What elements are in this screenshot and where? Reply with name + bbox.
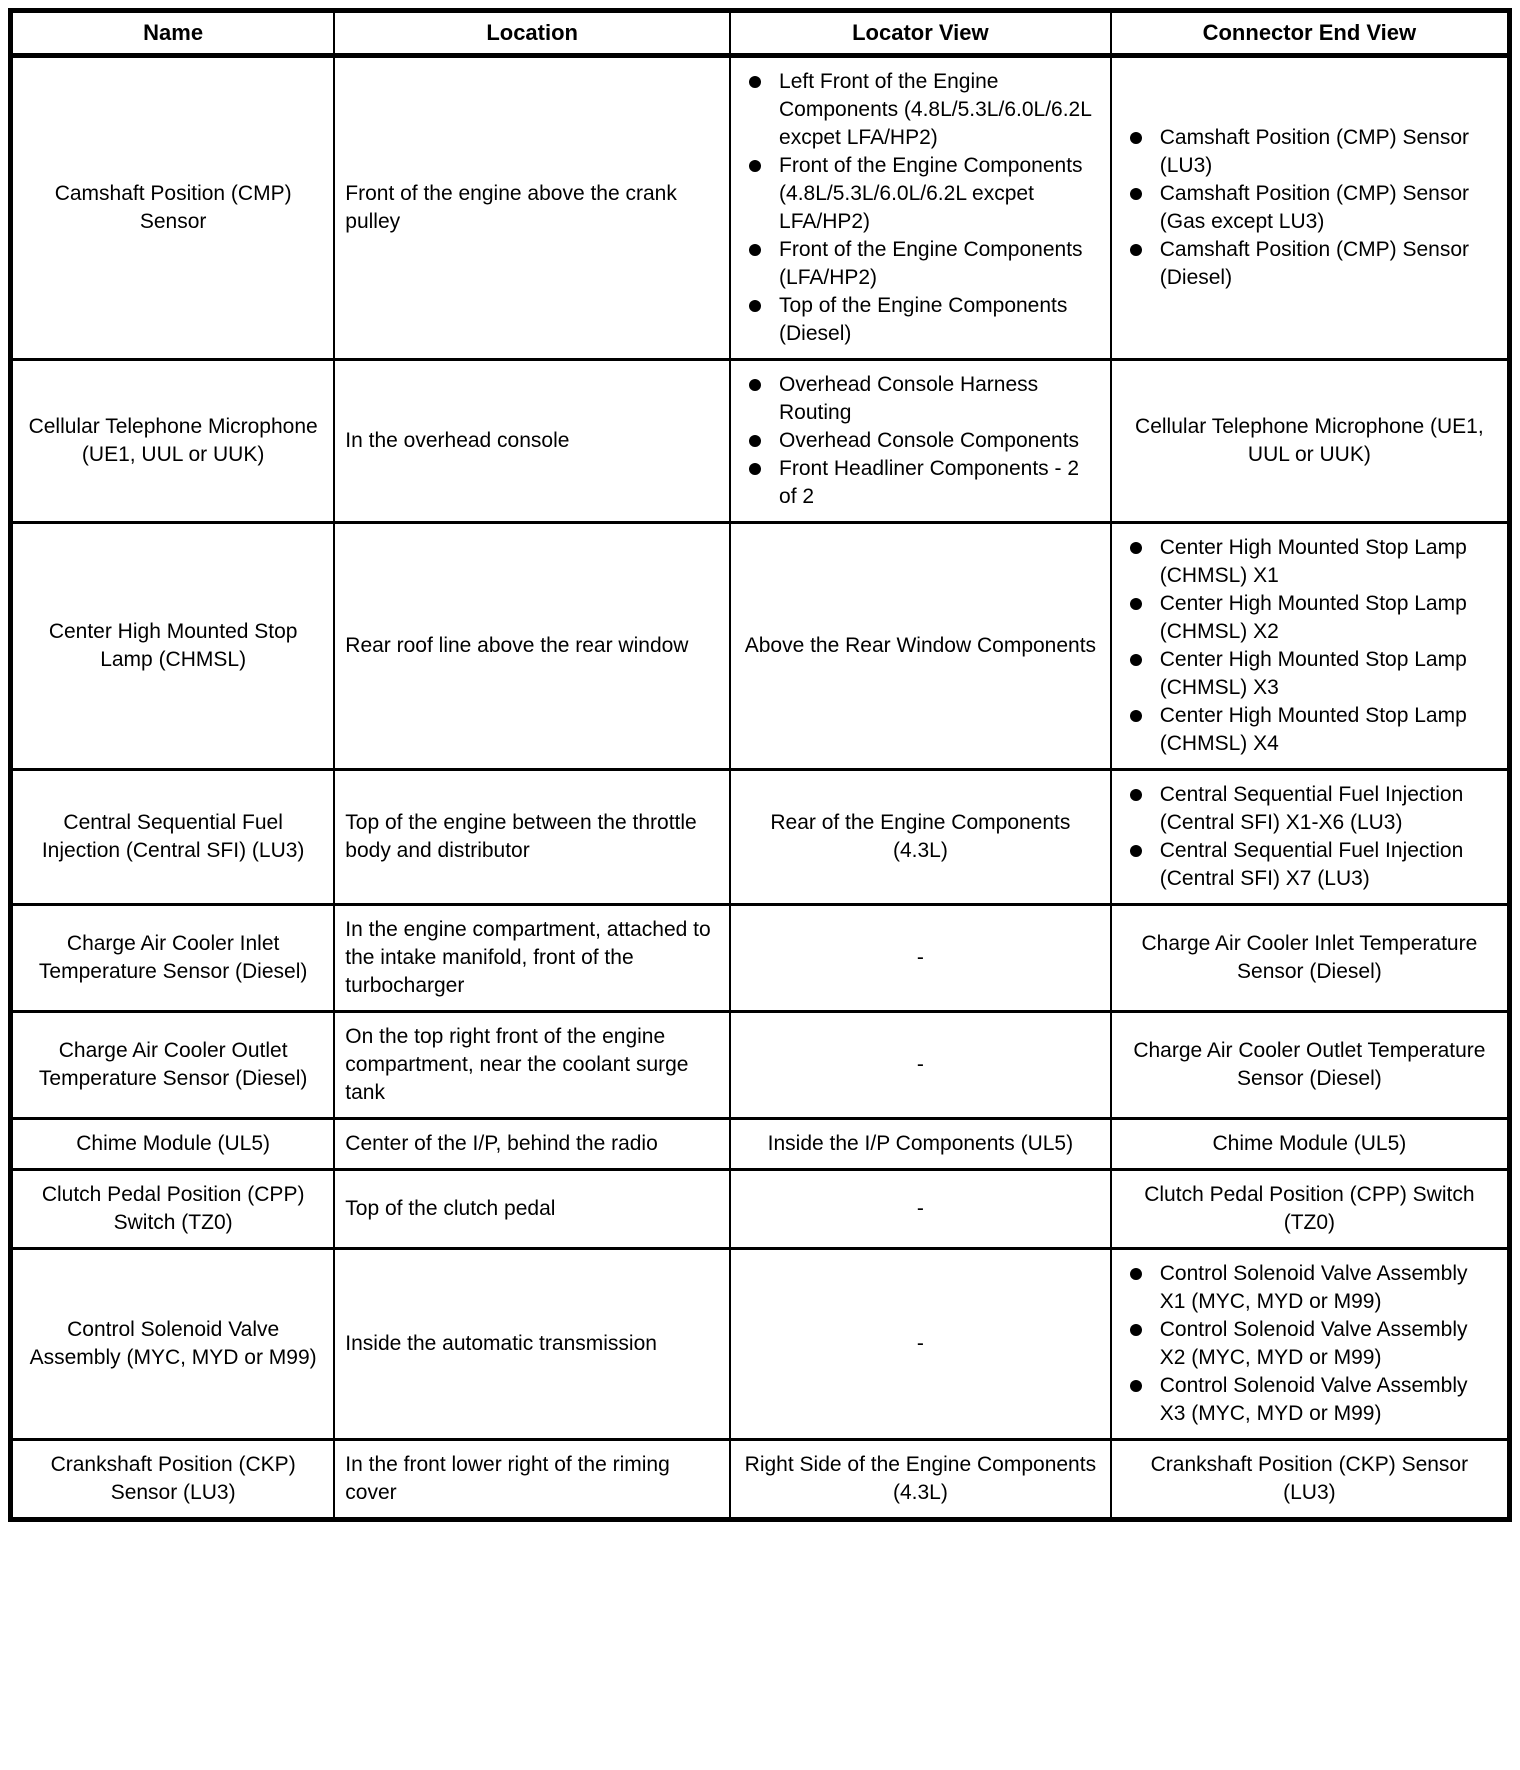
bullet-item	[1122, 236, 1497, 292]
connector-end-view-cell: Crankshaft Position (CKP) Sensor (LU3)	[1111, 1440, 1510, 1520]
name-cell: Control Solenoid Valve Assembly (MYC, MYD or M99)	[11, 1249, 335, 1440]
bullet-list	[741, 371, 1100, 511]
bullet-text: Camshaft Position (CMP) Sensor (LU3)	[1159, 126, 1470, 177]
name-cell: Central Sequential Fuel Injection (Central SFI) (LU3)	[11, 770, 335, 905]
bullet-icon	[749, 300, 761, 312]
bullet-item	[741, 152, 1100, 236]
bullet-text: Center High Mounted Stop Lamp (CHMSL) X3	[1159, 648, 1467, 699]
header-row	[11, 11, 1510, 56]
bullet-icon	[1130, 654, 1142, 666]
bullet-item	[1122, 1372, 1497, 1428]
bullet-text: Camshaft Position (CMP) Sensor (Diesel)	[1159, 238, 1470, 289]
bullet-text: Camshaft Position (CMP) Sensor (Gas except LU3)	[1159, 182, 1470, 233]
bullet-list	[1122, 1260, 1497, 1428]
bullet-text: Front of the Engine Components (4.8L/5.3L/6.0L/6.2L excpet LFA/HP2)	[779, 154, 1083, 233]
location-cell: Top of the clutch pedal	[334, 1170, 730, 1249]
location-cell: Rear roof line above the rear window	[334, 523, 730, 770]
bullet-icon	[1130, 598, 1142, 610]
locator-view-cell: -	[730, 1249, 1111, 1440]
locator-view-cell	[730, 56, 1111, 360]
column-header-locator-view: Locator View	[730, 11, 1111, 56]
bullet-list	[741, 68, 1100, 348]
name-cell: Camshaft Position (CMP) Sensor	[11, 56, 335, 360]
bullet-item	[1122, 1316, 1497, 1372]
bullet-text: Front of the Engine Components (LFA/HP2)	[779, 238, 1083, 289]
location-cell: Front of the engine above the crank pulley	[334, 56, 730, 360]
bullet-text: Center High Mounted Stop Lamp (CHMSL) X4	[1159, 704, 1467, 755]
bullet-item	[741, 236, 1100, 292]
bullet-icon	[749, 463, 761, 475]
bullet-text: Front Headliner Components - 2 of 2	[779, 457, 1079, 508]
locator-view-cell: -	[730, 1012, 1111, 1119]
locator-view-cell: -	[730, 905, 1111, 1012]
locator-view-cell: -	[730, 1170, 1111, 1249]
bullet-item	[1122, 837, 1497, 893]
bullet-item	[1122, 702, 1497, 758]
location-cell: In the overhead console	[334, 360, 730, 523]
bullet-item	[741, 427, 1100, 455]
location-cell: Top of the engine between the throttle body and distributor	[334, 770, 730, 905]
bullet-icon	[749, 435, 761, 447]
table-row	[11, 905, 1510, 1012]
connector-end-view-cell	[1111, 523, 1510, 770]
bullet-text: Top of the Engine Components (Diesel)	[779, 294, 1068, 345]
bullet-list	[1122, 534, 1497, 758]
bullet-icon	[749, 244, 761, 256]
location-cell: On the top right front of the engine compartment, near the coolant surge tank	[334, 1012, 730, 1119]
name-cell: Charge Air Cooler Inlet Temperature Sensor (Diesel)	[11, 905, 335, 1012]
connector-end-view-cell: Clutch Pedal Position (CPP) Switch (TZ0)	[1111, 1170, 1510, 1249]
connector-end-view-cell	[1111, 770, 1510, 905]
locator-view-cell: Rear of the Engine Components (4.3L)	[730, 770, 1111, 905]
connector-end-view-cell: Charge Air Cooler Inlet Temperature Sensor (Diesel)	[1111, 905, 1510, 1012]
table-row	[11, 1012, 1510, 1119]
table-body	[11, 56, 1510, 1520]
bullet-icon	[1130, 1380, 1142, 1392]
name-cell: Crankshaft Position (CKP) Sensor (LU3)	[11, 1440, 335, 1520]
bullet-icon	[1130, 710, 1142, 722]
bullet-icon	[749, 160, 761, 172]
bullet-icon	[1130, 244, 1142, 256]
table-row	[11, 56, 1510, 360]
bullet-icon	[1130, 845, 1142, 857]
name-cell: Chime Module (UL5)	[11, 1119, 335, 1170]
bullet-item	[741, 455, 1100, 511]
component-locator-table	[8, 8, 1512, 1522]
bullet-icon	[1130, 542, 1142, 554]
location-cell: In the engine compartment, attached to the intake manifold, front of the turbocharger	[334, 905, 730, 1012]
bullet-item	[1122, 534, 1497, 590]
bullet-item	[741, 371, 1100, 427]
bullet-item	[741, 292, 1100, 348]
bullet-item	[1122, 781, 1497, 837]
connector-end-view-cell: Chime Module (UL5)	[1111, 1119, 1510, 1170]
location-cell: Inside the automatic transmission	[334, 1249, 730, 1440]
bullet-text: Overhead Console Harness Routing	[779, 373, 1039, 424]
bullet-list	[1122, 781, 1497, 893]
bullet-icon	[1130, 132, 1142, 144]
bullet-icon	[1130, 1324, 1142, 1336]
locator-view-cell: Above the Rear Window Components	[730, 523, 1111, 770]
name-cell: Charge Air Cooler Outlet Temperature Sensor (Diesel)	[11, 1012, 335, 1119]
locator-view-cell	[730, 360, 1111, 523]
bullet-text: Central Sequential Fuel Injection (Central SFI) X1-X6 (LU3)	[1159, 783, 1464, 834]
bullet-text: Control Solenoid Valve Assembly X1 (MYC, MYD or M99)	[1159, 1262, 1468, 1313]
bullet-icon	[749, 379, 761, 391]
bullet-text: Center High Mounted Stop Lamp (CHMSL) X1	[1159, 536, 1467, 587]
connector-end-view-cell: Charge Air Cooler Outlet Temperature Sensor (Diesel)	[1111, 1012, 1510, 1119]
bullet-item	[1122, 1260, 1497, 1316]
connector-end-view-cell	[1111, 1249, 1510, 1440]
connector-end-view-cell	[1111, 56, 1510, 360]
name-cell: Clutch Pedal Position (CPP) Switch (TZ0)	[11, 1170, 335, 1249]
bullet-icon	[1130, 789, 1142, 801]
bullet-text: Center High Mounted Stop Lamp (CHMSL) X2	[1159, 592, 1467, 643]
bullet-icon	[1130, 188, 1142, 200]
table-row	[11, 770, 1510, 905]
locator-view-cell: Inside the I/P Components (UL5)	[730, 1119, 1111, 1170]
name-cell: Center High Mounted Stop Lamp (CHMSL)	[11, 523, 335, 770]
bullet-icon	[749, 76, 761, 88]
column-header-name: Name	[11, 11, 335, 56]
bullet-text: Left Front of the Engine Components (4.8L/5.3L/6.0L/6.2L excpet LFA/HP2)	[779, 70, 1092, 149]
table-row	[11, 523, 1510, 770]
bullet-text: Overhead Console Components	[779, 429, 1080, 452]
bullet-list	[1122, 124, 1497, 292]
table-row	[11, 360, 1510, 523]
bullet-item	[1122, 590, 1497, 646]
table-row	[11, 1440, 1510, 1520]
bullet-text: Control Solenoid Valve Assembly X2 (MYC, MYD or M99)	[1159, 1318, 1468, 1369]
table-row	[11, 1119, 1510, 1170]
locator-view-cell: Right Side of the Engine Components (4.3L)	[730, 1440, 1111, 1520]
bullet-text: Control Solenoid Valve Assembly X3 (MYC, MYD or M99)	[1159, 1374, 1468, 1425]
bullet-item	[1122, 180, 1497, 236]
bullet-item	[1122, 124, 1497, 180]
table-header	[11, 11, 1510, 56]
bullet-item	[741, 68, 1100, 152]
location-cell: Center of the I/P, behind the radio	[334, 1119, 730, 1170]
bullet-icon	[1130, 1268, 1142, 1280]
table-row	[11, 1170, 1510, 1249]
bullet-text: Central Sequential Fuel Injection (Central SFI) X7 (LU3)	[1159, 839, 1464, 890]
table-row	[11, 1249, 1510, 1440]
bullet-item	[1122, 646, 1497, 702]
column-header-connector-end-view: Connector End View	[1111, 11, 1510, 56]
name-cell: Cellular Telephone Microphone (UE1, UUL or UUK)	[11, 360, 335, 523]
location-cell: In the front lower right of the riming cover	[334, 1440, 730, 1520]
connector-end-view-cell: Cellular Telephone Microphone (UE1, UUL or UUK)	[1111, 360, 1510, 523]
column-header-location: Location	[334, 11, 730, 56]
